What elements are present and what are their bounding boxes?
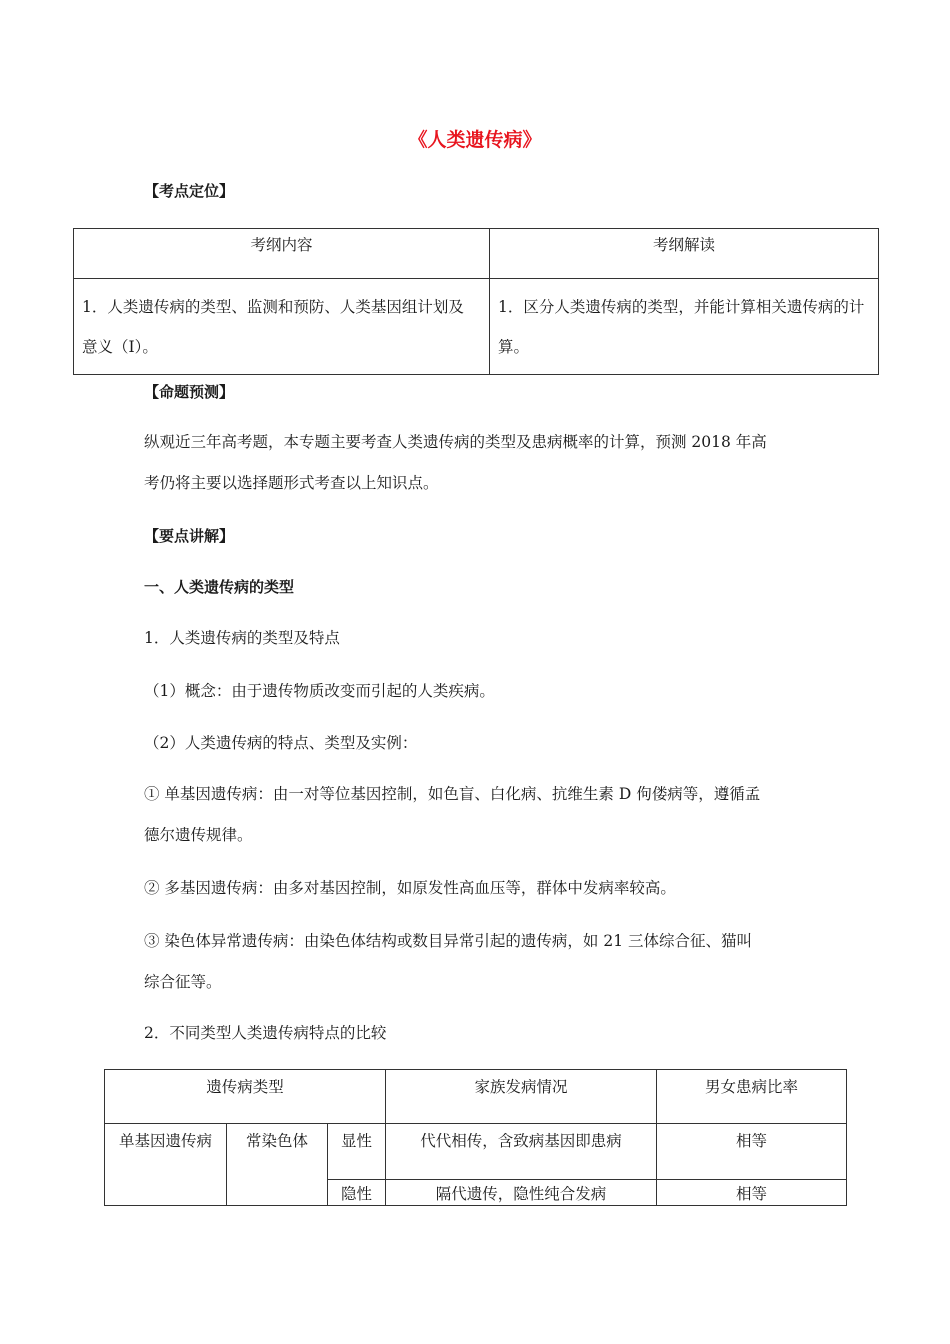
syllabus-table-row <box>74 279 879 375</box>
syllabus-header-content: 考纲内容 <box>74 229 490 279</box>
syllabus-cell-reading: 1．区分人类遗传病的类型，并能计算相关遗传病的计算。 <box>490 279 879 375</box>
cell-recessive-ratio: 相等 <box>657 1180 847 1206</box>
paragraph-single-gene-line1: ① 单基因遗传病：由一对等位基因控制，如色盲、白化病、抗维生素 D 佝偻病等，遵循孟 <box>144 785 761 803</box>
page-title: 《人类遗传病》 <box>408 129 542 151</box>
paragraph-chromosome-line1: ③ 染色体异常遗传病：由染色体结构或数目异常引起的遗传病，如 21 三体综合征、猫叫 <box>144 932 753 950</box>
header-disease-type: 遗传病类型 <box>105 1070 386 1124</box>
cell-dominant-ratio: 相等 <box>657 1124 847 1180</box>
syllabus-table <box>73 228 879 375</box>
paragraph-multi-gene: ② 多基因遗传病：由多对基因控制，如原发性高血压等，群体中发病率较高。 <box>144 879 676 897</box>
comparison-table-header <box>105 1070 847 1124</box>
cell-autosome: 常染色体 <box>227 1124 328 1206</box>
subheading-comparison: 2．不同类型人类遗传病特点的比较 <box>144 1024 387 1042</box>
table-row <box>105 1124 847 1180</box>
header-family-incidence: 家族发病情况 <box>386 1070 657 1124</box>
cell-recessive-family: 隔代遗传，隐性纯合发病 <box>386 1180 657 1206</box>
prediction-text-line2: 考仍将主要以选择题形式考查以上知识点。 <box>144 474 439 492</box>
cell-dominant-family: 代代相传，含致病基因即患病 <box>386 1124 657 1180</box>
cell-recessive: 隐性 <box>328 1180 386 1206</box>
section-yuce-heading: 【命题预测】 <box>144 383 235 401</box>
section-kaodian-heading: 【考点定位】 <box>144 182 235 200</box>
subheading-types-features: 1．人类遗传病的类型及特点 <box>144 629 340 647</box>
comparison-table <box>104 1069 847 1206</box>
paragraph-features: （2）人类遗传病的特点、类型及实例： <box>144 734 418 752</box>
cell-single-gene: 单基因遗传病 <box>105 1124 227 1206</box>
syllabus-table-header <box>74 229 879 279</box>
syllabus-cell-content: 1．人类遗传病的类型、监测和预防、人类基因组计划及意义（Ⅰ）。 <box>74 279 490 375</box>
prediction-text-line1: 纵观近三年高考题，本专题主要考查人类遗传病的类型及患病概率的计算，预测 2018 年高 <box>144 433 767 451</box>
header-sex-ratio: 男女患病比率 <box>657 1070 847 1124</box>
heading-types: 一、人类遗传病的类型 <box>144 578 295 596</box>
paragraph-chromosome-line2: 综合征等。 <box>144 973 222 991</box>
paragraph-concept: （1）概念：由于遗传物质改变而引起的人类疾病。 <box>144 682 495 700</box>
section-yaodian-heading: 【要点讲解】 <box>144 527 235 545</box>
cell-dominant: 显性 <box>328 1124 386 1180</box>
syllabus-header-reading: 考纲解读 <box>490 229 879 279</box>
paragraph-single-gene-line2: 德尔遗传规律。 <box>144 826 253 844</box>
